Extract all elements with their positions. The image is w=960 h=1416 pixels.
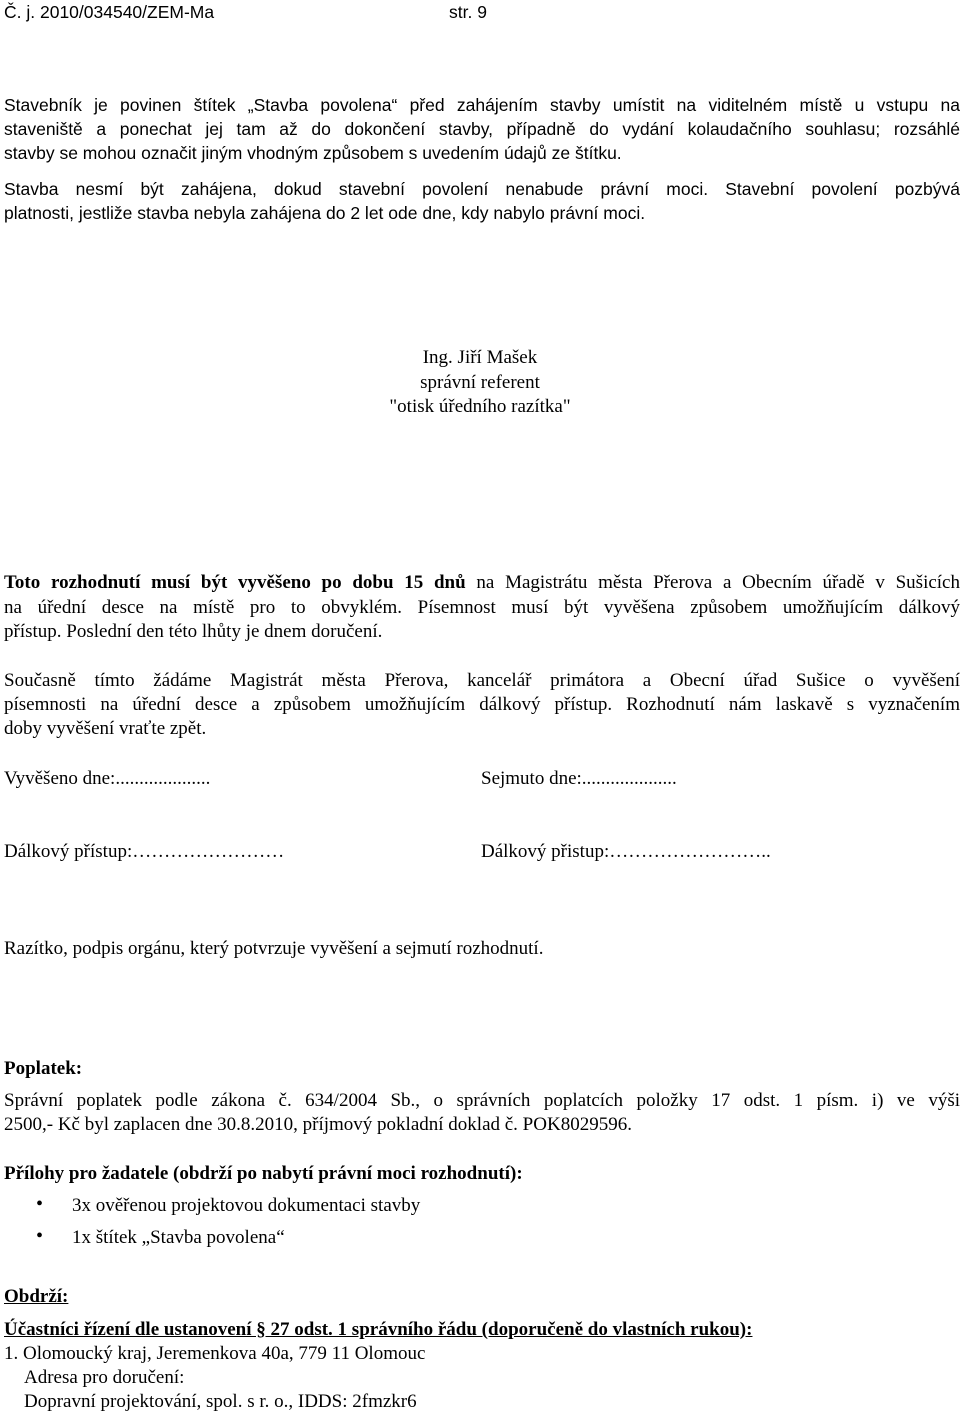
attachment-item: 1x štítek „Stavba povolena“ — [72, 1227, 285, 1248]
recipients-subtitle: Účastníci řízení dle ustanovení § 27 odst. 1 správního řádu (doporučeně do vlastních rukou): — [4, 1319, 753, 1340]
fee-line2: 2500,- Kč byl zaplacen dne 30.8.2010, příjmový pokladní doklad č. POK8029596. — [4, 1114, 632, 1135]
recipients-title: Obdrží: — [4, 1286, 69, 1307]
document-reference: Č. j. 2010/034540/ZEM-Ma — [4, 2, 215, 22]
remote-access-field-2: Dálkový přistup:…………………….. — [481, 841, 771, 862]
recipient-delivery-address: Dopravní projektování, spol. s r. o., IDDS: 2fmzkr6 — [24, 1391, 417, 1412]
fee-line1: Správní poplatek podle zákona č. 634/2004 Sb., o správních poplatcích položky 17 odst. 1 písm. i) ve výši — [4, 1090, 960, 1111]
signatory-role: správní referent — [420, 372, 540, 393]
bullet-icon: • — [36, 1225, 44, 1247]
bullet-icon: • — [36, 1193, 44, 1215]
fee-title: Poplatek: — [4, 1058, 83, 1079]
posting-bold: Toto rozhodnutí musí být vyvěšeno po dobu 15 dnů — [4, 572, 466, 593]
remote-access-field-1: Dálkový přístup:…………………… — [4, 841, 285, 862]
request-line3: doby vyvěšení vraťte zpět. — [4, 718, 207, 739]
page-number: str. 9 — [449, 2, 487, 22]
attachments-title: Přílohy pro žadatele (obdrží po nabytí právní moci rozhodnutí): — [4, 1163, 523, 1184]
stamp-placeholder: "otisk úředního razítka" — [389, 396, 571, 417]
posting-line3: přístup. Poslední den této lhůty je dnem doručení. — [4, 621, 383, 642]
para2-line2: platnosti, jestliže stavba nebyla zahájena do 2 let ode dne, kdy nabylo právní moci. — [4, 203, 646, 223]
attachment-item: 3x ověřenou projektovou dokumentaci stavby — [72, 1195, 421, 1216]
para1-line2: staveniště a ponechat jej tam až do dokončení stavby, případně do vydání kolaudačního souhlasu; rozsáhlé — [4, 119, 960, 139]
posting-rest: na Magistrátu města Přerova a Obecním úřadě v Sušicích — [465, 572, 960, 593]
posting-line2: na úřední desce na místě pro to obvyklém. Písemnost musí být vyvěšena způsobem umožňujícím dálkový — [4, 597, 960, 618]
recipient-line: 1. Olomoucký kraj, Jeremenkova 40a, 779 11 Olomouc — [4, 1343, 426, 1364]
removed-date-field: Sejmuto dne:.................... — [481, 768, 677, 789]
request-line2: písemnosti na úřední desce a způsobem umožňujícím dálkový přístup. Rozhodnutí nám laskavě s vyznačením — [4, 694, 960, 715]
signatory-name: Ing. Jiří Mašek — [422, 347, 538, 368]
posted-date-field: Vyvěšeno dne:.................... — [4, 768, 211, 789]
para1-line1: Stavebník je povinen štítek „Stavba povolena“ před zahájením stavby umístit na viditelném místě u vstupu na — [4, 95, 960, 115]
stamp-note: Razítko, podpis orgánu, který potvrzuje vyvěšení a sejmutí rozhodnutí. — [4, 938, 544, 959]
posting-line1 — [4, 572, 960, 594]
para2-line1: Stavba nesmí být zahájena, dokud stavební povolení nenabude právní moci. Stavební povolení pozbývá — [4, 179, 960, 199]
request-line1: Současně tímto žádáme Magistrát města Přerova, kancelář primátora a Obecní úřad Sušice o vyvěšení — [4, 670, 960, 691]
recipient-delivery-label: Adresa pro doručení: — [24, 1367, 185, 1388]
para1-line3: stavby se mohou označit jiným vhodným způsobem s uvedením údajů ze štítku. — [4, 143, 622, 163]
